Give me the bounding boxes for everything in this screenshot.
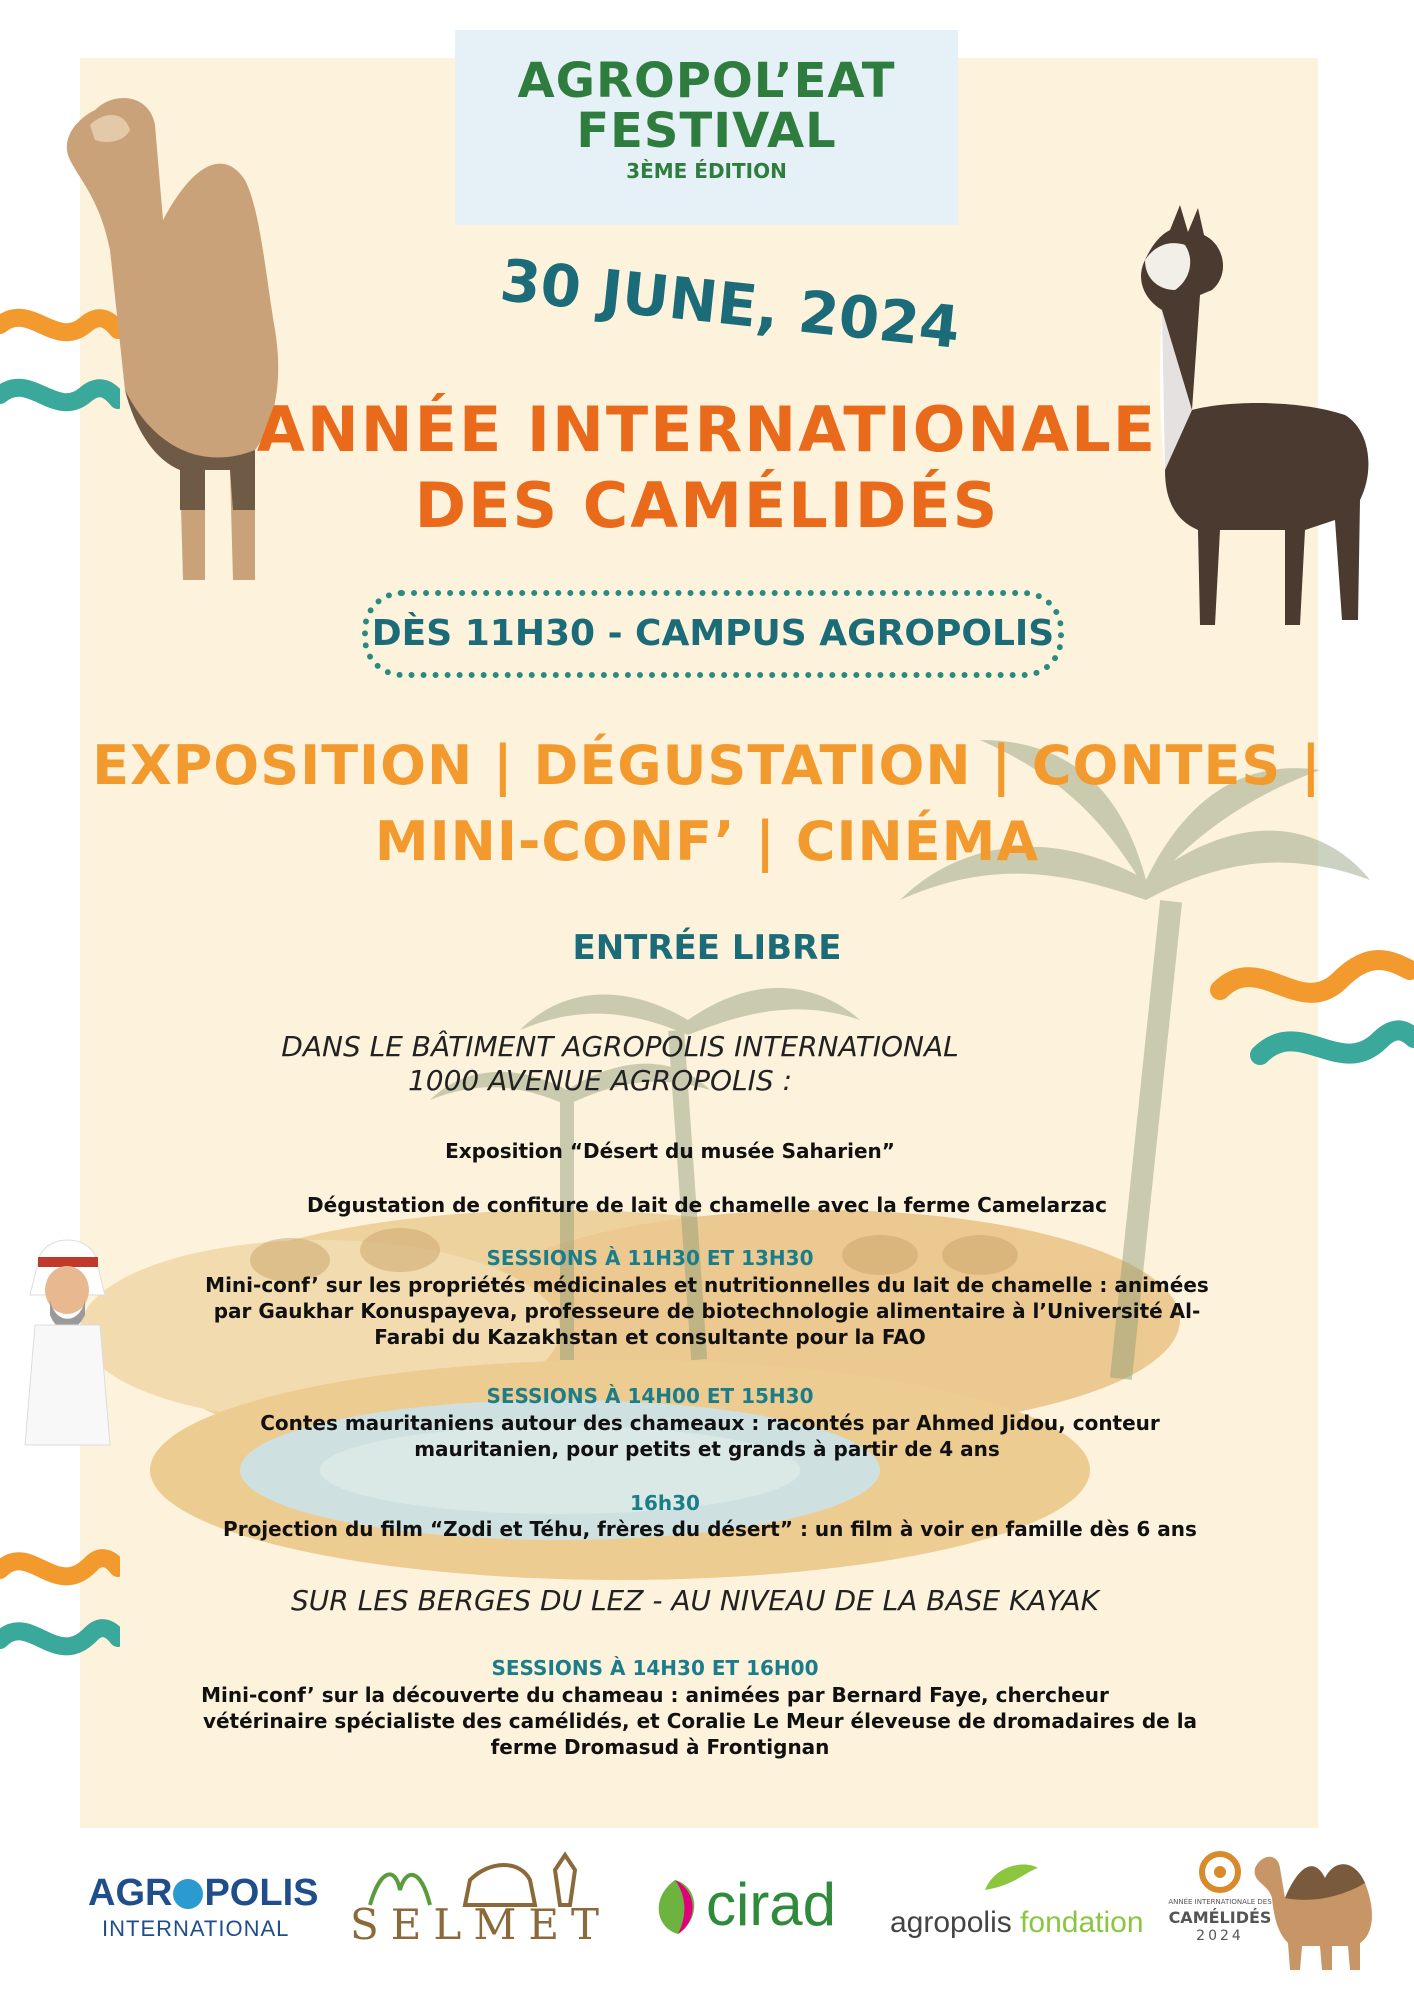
fondation-text-a: agropolis bbox=[890, 1906, 1012, 1939]
agropolis-logo-text-b: POLIS bbox=[204, 1872, 319, 1914]
camelides-logo-small-text: ANNÉE INTERNATIONALE DES bbox=[1168, 1898, 1272, 1906]
festival-name-line1: AGROPOL’EAT bbox=[517, 53, 896, 109]
festival-edition: 3ÈME ÉDITION bbox=[626, 159, 787, 183]
agropolis-international-logo bbox=[88, 1850, 328, 1960]
camelides-logo-big-text: CAMÉLIDÉS bbox=[1168, 1908, 1272, 1927]
activities-line1: EXPOSITION | DÉGUSTATION | CONTES | bbox=[92, 734, 1322, 797]
fondation-leaf-icon bbox=[980, 1860, 1040, 1896]
session4-line1: Mini-conf’ sur la découverte du chameau : animées par Bernard Faye, chercheur bbox=[201, 1683, 1109, 1707]
session3-line1: Projection du film “Zodi et Téhu, frères du désert” : un film à voir en famille dès 6 ans bbox=[223, 1517, 1197, 1541]
event-date: 30 JUNE, 2024 bbox=[497, 246, 963, 362]
camelides-emblem-icon bbox=[1198, 1850, 1242, 1894]
session4-time: SESSIONS À 14H30 ET 16H00 bbox=[491, 1656, 819, 1680]
selmet-logo bbox=[350, 1850, 611, 1960]
bactrian-camel-small-image bbox=[1240, 1838, 1390, 1973]
session2-line2: mauritanien, pour petits et grands à partir de 4 ans bbox=[414, 1437, 1000, 1461]
fondation-text-b: fondation bbox=[1020, 1906, 1144, 1939]
time-place-badge: DÈS 11H30 - CAMPUS AGROPOLIS bbox=[362, 590, 1064, 678]
degustation-item: Dégustation de confiture de lait de chamelle avec la ferme Camelarzac bbox=[307, 1193, 1107, 1217]
main-title-line1: ANNÉE INTERNATIONALE bbox=[256, 393, 1158, 466]
agropolis-logo-text-a: AGR bbox=[88, 1872, 173, 1914]
session4-line3: ferme Dromasud à Frontignan bbox=[490, 1735, 830, 1759]
session2-line1: Contes mauritaniens autour des chameaux : racontés par Ahmed Jidou, conteur bbox=[260, 1411, 1160, 1435]
camelides-logo-year: 2024 bbox=[1196, 1928, 1244, 1944]
session1-line1: Mini-conf’ sur les propriétés médicinales et nutritionnelles du lait de chamelle : animées bbox=[205, 1273, 1209, 1297]
session1-line2: par Gaukhar Konuspayeva, professeure de biotechnologie alimentaire à l’Université Al- bbox=[213, 1299, 1201, 1323]
free-entry: ENTRÉE LIBRE bbox=[572, 928, 842, 968]
agropolis-globe-icon bbox=[173, 1879, 203, 1909]
cirad-logo-text: cirad bbox=[706, 1871, 837, 1938]
cirad-logo bbox=[648, 1850, 858, 1960]
session4-line2: vétérinaire spécialiste des camélidés, et Coralie Le Meur éleveuse de dromadaires de la bbox=[202, 1709, 1198, 1733]
venue1-line1: DANS LE BÂTIMENT AGROPOLIS INTERNATIONAL bbox=[281, 1030, 959, 1063]
venue1-line2: 1000 AVENUE AGROPOLIS : bbox=[407, 1064, 793, 1097]
session2-time: SESSIONS À 14H00 ET 15H30 bbox=[486, 1384, 814, 1408]
session1-time: SESSIONS À 11H30 ET 13H30 bbox=[486, 1246, 814, 1270]
venue2: SUR LES BERGES DU LEZ - AU NIVEAU DE LA BASE KAYAK bbox=[291, 1584, 1099, 1617]
agropolis-fondation-logo bbox=[890, 1850, 1144, 1960]
main-title-line2: DES CAMÉLIDÉS bbox=[414, 469, 1000, 542]
agropolis-logo-text-c: INTERNATIONAL bbox=[102, 1916, 290, 1941]
selmet-logo-text: SELMET bbox=[350, 1900, 611, 1949]
festival-header-banner bbox=[455, 30, 958, 225]
exposition-item: Exposition “Désert du musée Saharien” bbox=[445, 1139, 895, 1163]
session1-line3: Farabi du Kazakhstan et consultante pour la FAO bbox=[374, 1325, 926, 1349]
activities-line2: MINI-CONF’ | CINÉMA bbox=[374, 810, 1040, 873]
session3-time: 16h30 bbox=[630, 1491, 700, 1515]
festival-name-line2: FESTIVAL bbox=[576, 103, 837, 159]
cirad-leaf-icon bbox=[648, 1878, 702, 1936]
